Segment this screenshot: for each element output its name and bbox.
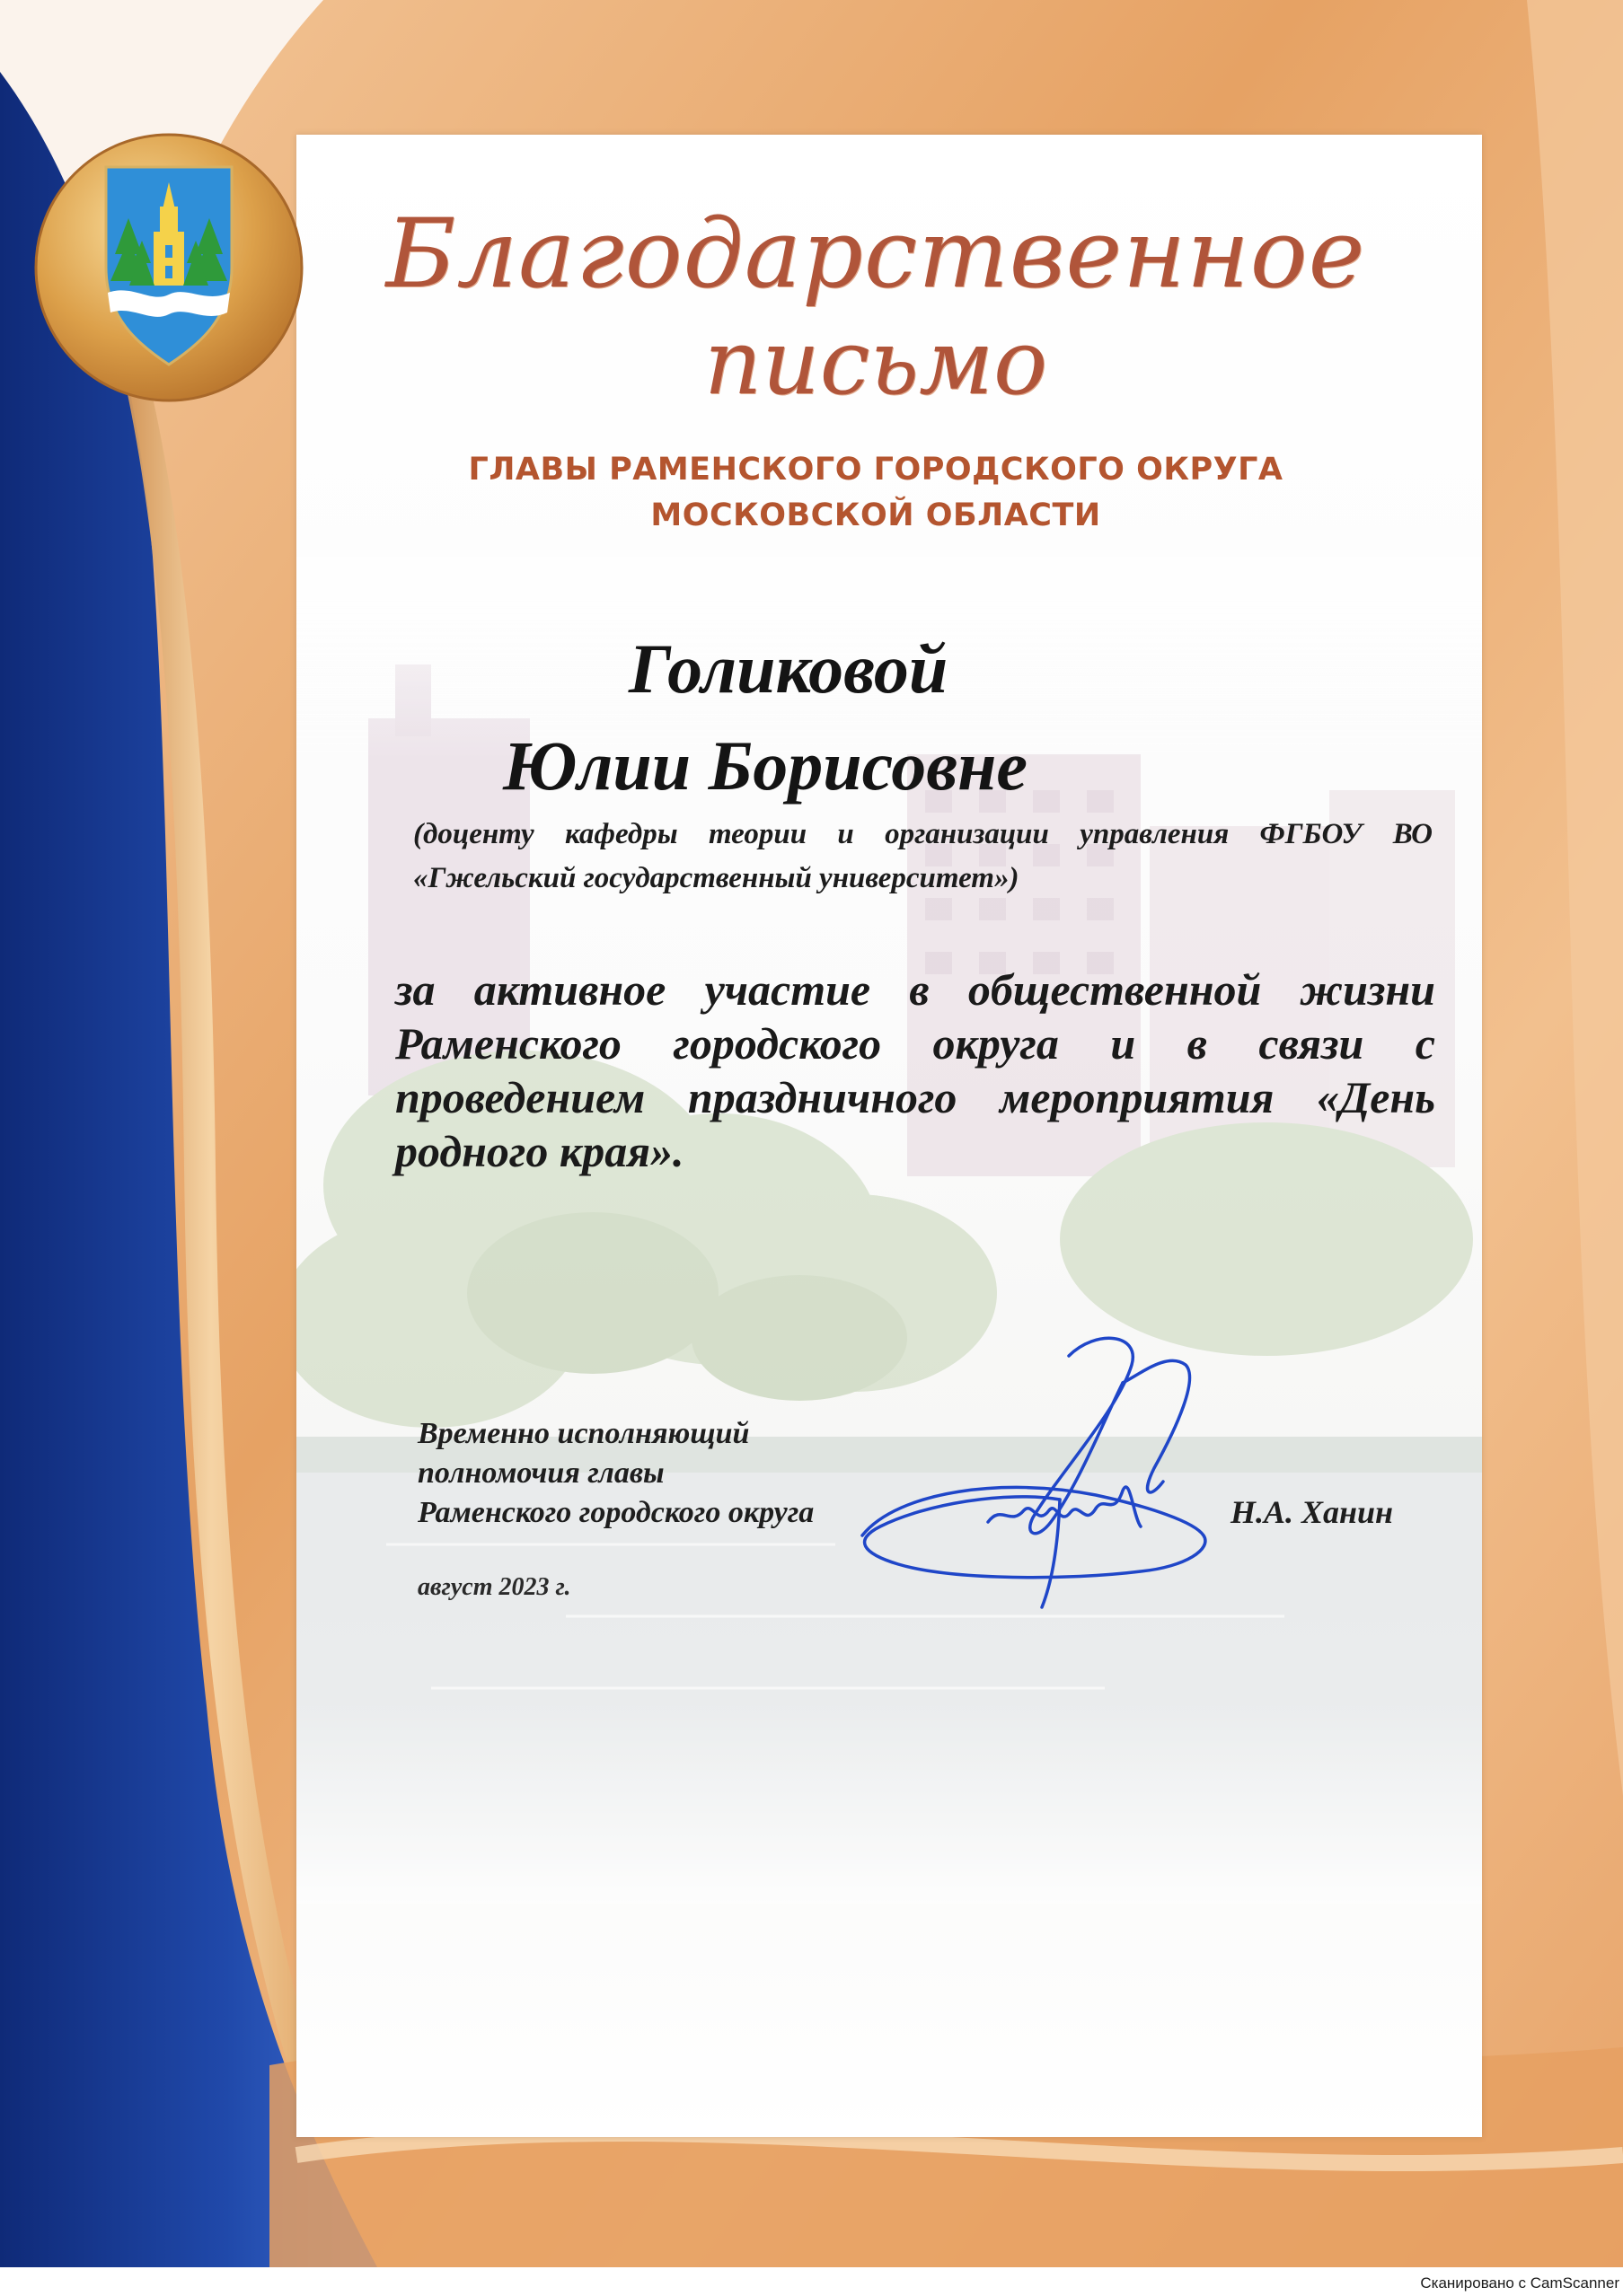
ramenskoye-coat-of-arms-emblem: [34, 133, 304, 402]
organization-line-2: МОСКОВСКОЙ ОБЛАСТИ: [650, 497, 1101, 533]
recipient-given-names: Юлии Борисовне: [503, 726, 1028, 805]
issue-date: август 2023 г.: [418, 1573, 571, 1601]
signer-name: Н.А. Ханин: [1230, 1494, 1394, 1530]
title-line-1: Благодарственное: [385, 198, 1366, 309]
recipient-position: (доценту кафедры теории и организации управления ФГБОУ ВО «Гжельский государственный университет»): [413, 818, 1433, 894]
handwritten-signature: [844, 1311, 1248, 1616]
certificate-title: [359, 198, 1392, 415]
organization-line-1: ГЛАВЫ РАМЕНСКОГО ГОРОДСКОГО ОКРУГА: [468, 452, 1283, 488]
issuing-organization: [359, 447, 1392, 539]
signer-title-line-2: полномочия главы: [418, 1456, 665, 1490]
title-line-2: письмо: [703, 310, 1048, 415]
signer-title-line-3: Раменского городского округа: [418, 1496, 815, 1529]
recipient-surname: Голиковой: [629, 629, 948, 708]
scanner-watermark: Сканировано с CamScanner: [1420, 2274, 1619, 2292]
signer-title-line-1: Временно исполняющий: [418, 1417, 750, 1450]
award-reason: за активное участие в общественной жизни Раменского городского округа и в связи с проведением праздничного мероприятия «День родного края».: [395, 964, 1435, 1176]
